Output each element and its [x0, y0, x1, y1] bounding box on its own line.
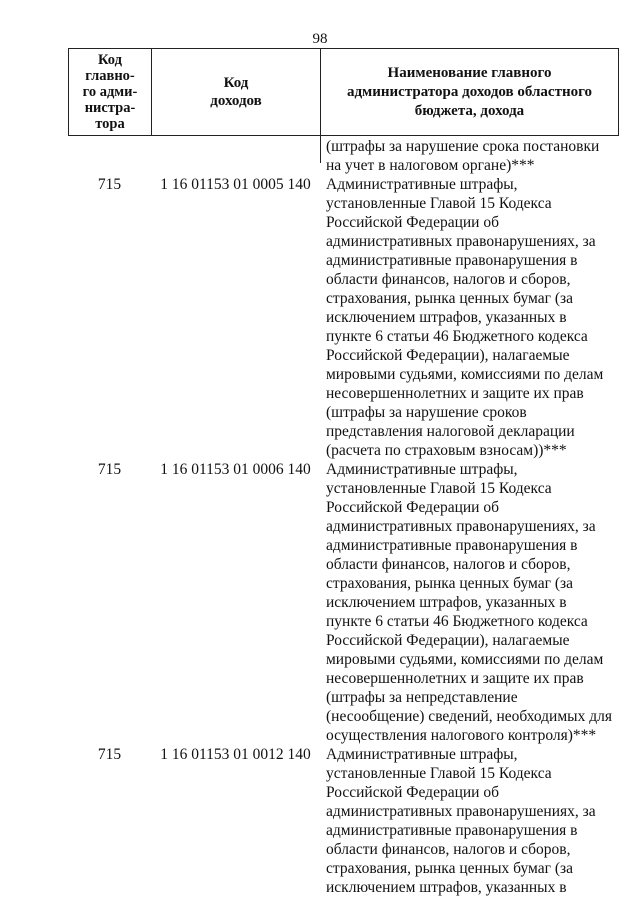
- income-name-line: области финансов, налогов и сборов,: [326, 271, 571, 288]
- income-name-line: осуществления налогового контроля)***: [326, 727, 597, 744]
- income-name-line: административных правонарушениях, за: [326, 803, 596, 820]
- income-name-line: Административные штрафы,: [326, 176, 518, 193]
- header-name-line: бюджета, дохода: [414, 102, 525, 119]
- table-row: [0, 137, 640, 175]
- income-name-cell: [326, 175, 620, 460]
- admin-code-cell: 715: [97, 461, 122, 478]
- header-admin-line: го адми-: [82, 84, 138, 100]
- income-name-line: Российской Федерации об: [326, 499, 499, 516]
- income-name-line: Российской Федерации об: [326, 784, 499, 801]
- table-body: [0, 137, 640, 897]
- header-admin-line: Код: [98, 52, 122, 68]
- income-name-line: исключением штрафов, указанных в: [326, 594, 567, 611]
- income-name-line: (штрафы за нарушение срока постановки: [326, 138, 600, 155]
- income-name-line: мировыми судьями, комиссиями по делам: [326, 366, 604, 383]
- header-admin-code: [69, 49, 152, 135]
- header-admin-line: главно-: [85, 68, 135, 84]
- income-name-line: мировыми судьями, комиссиями по делам: [326, 651, 604, 668]
- income-name-line: административных правонарушениях, за: [326, 518, 596, 535]
- income-name-line: (несообщение) сведений, необходимых для: [326, 708, 612, 725]
- income-name-line: административные правонарушения в: [326, 252, 578, 269]
- income-name-cell: [326, 137, 620, 175]
- header-admin-line: тора: [95, 116, 125, 132]
- income-name-line: установленные Главой 15 Кодекса: [326, 195, 552, 212]
- header-name-line: администратора доходов областного: [346, 83, 593, 100]
- income-name-cell: [326, 745, 620, 897]
- income-name-line: области финансов, налогов и сборов,: [326, 556, 571, 573]
- income-name-line: административные правонарушения в: [326, 537, 578, 554]
- income-name-line: пункте 6 статьи 46 Бюджетного кодекса: [326, 613, 588, 630]
- income-name-line: несовершеннолетних и защите их прав: [326, 385, 584, 402]
- income-name-line: (штрафы за непредставление: [326, 689, 518, 706]
- income-code-cell: 1 16 01153 01 0005 140: [160, 176, 311, 193]
- table-header: [68, 48, 619, 136]
- income-name-line: (расчета по страховым взносам))***: [326, 442, 567, 459]
- income-name-line: исключением штрафов, указанных в: [326, 879, 567, 896]
- income-name-line: Российской Федерации), налагаемые: [326, 632, 570, 649]
- header-code-line: Код: [223, 75, 249, 91]
- page-number: 98: [312, 31, 328, 47]
- income-name-line: исключением штрафов, указанных в: [326, 309, 567, 326]
- income-name-line: представления налоговой декларации: [326, 423, 575, 440]
- header-admin-line: нистра-: [84, 100, 136, 116]
- table-row: [0, 460, 640, 745]
- income-name-line: несовершеннолетних и защите их прав: [326, 670, 584, 687]
- income-name-line: страхования, рынка ценных бумаг (за: [326, 860, 573, 877]
- header-code-line: доходов: [210, 93, 262, 109]
- admin-code-cell: 715: [97, 176, 122, 193]
- income-name-line: установленные Главой 15 Кодекса: [326, 765, 552, 782]
- income-name-line: Российской Федерации об: [326, 214, 499, 231]
- income-code-cell: 1 16 01153 01 0012 140: [160, 746, 311, 763]
- header-name: [321, 49, 618, 135]
- income-name-line: Административные штрафы,: [326, 461, 518, 478]
- income-name-line: страхования, рынка ценных бумаг (за: [326, 575, 573, 592]
- income-name-line: на учет в налоговом органе)***: [326, 157, 535, 174]
- income-name-line: пункте 6 статьи 46 Бюджетного кодекса: [326, 328, 588, 345]
- table-row: [0, 745, 640, 897]
- header-name-line: Наименование главного: [387, 64, 552, 81]
- admin-code-cell: 715: [97, 746, 122, 763]
- income-name-cell: [326, 460, 620, 745]
- income-name-line: Российской Федерации), налагаемые: [326, 347, 570, 364]
- table-row: [0, 175, 640, 460]
- income-code-cell: 1 16 01153 01 0006 140: [160, 461, 311, 478]
- income-name-line: Административные штрафы,: [326, 746, 518, 763]
- income-name-line: (штрафы за нарушение сроков: [326, 404, 527, 421]
- income-name-line: административные правонарушения в: [326, 822, 578, 839]
- income-name-line: административных правонарушениях, за: [326, 233, 596, 250]
- income-name-line: области финансов, налогов и сборов,: [326, 841, 571, 858]
- income-name-line: установленные Главой 15 Кодекса: [326, 480, 552, 497]
- header-income-code: [152, 49, 321, 135]
- income-name-line: страхования, рынка ценных бумаг (за: [326, 290, 573, 307]
